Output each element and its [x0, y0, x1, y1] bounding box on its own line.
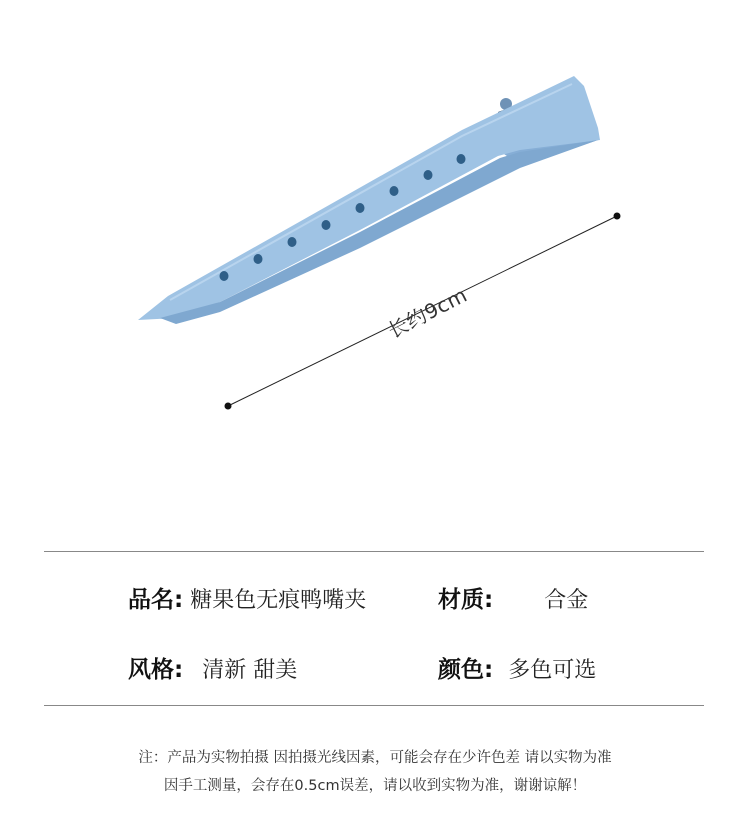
measure-endpoint-right	[614, 213, 621, 220]
note-line-2: 因手工测量，会存在0.5cm误差，请以收到实物为准，谢谢谅解！	[163, 778, 587, 794]
spec-color-value: 多色可选	[508, 658, 597, 683]
spec-color	[438, 651, 596, 684]
spec-material-value: 合金	[544, 588, 589, 613]
spec-color-key: 颜色:	[438, 657, 494, 683]
clip-hole	[322, 220, 331, 230]
note-line-1: 注：产品为实物拍摄 因拍摄光线因素，可能会存在少许色差 请以实物为准	[138, 750, 612, 766]
clip-hole	[220, 271, 229, 281]
spec-name	[128, 581, 366, 614]
clip-hole	[390, 186, 399, 196]
spec-style-key: 风格:	[128, 657, 184, 683]
clip-hole	[356, 203, 365, 213]
spec-material-key: 材质:	[438, 587, 494, 613]
spec-style-value: 清新 甜美	[202, 658, 298, 683]
measure-endpoint-left	[225, 403, 232, 410]
spec-name-value: 糖果色无痕鸭嘴夹	[190, 588, 367, 613]
spec-material	[438, 581, 588, 614]
divider-top	[44, 551, 704, 552]
spec-name-key: 品名:	[128, 587, 184, 613]
divider-bottom	[44, 705, 704, 706]
clip-body	[138, 76, 600, 320]
measure-label: 长约9cm	[383, 282, 472, 343]
clip-hole	[254, 254, 263, 264]
clip-hole	[424, 170, 433, 180]
spec-style	[128, 651, 297, 684]
clip-hole	[457, 154, 466, 164]
clip-hole	[288, 237, 297, 247]
